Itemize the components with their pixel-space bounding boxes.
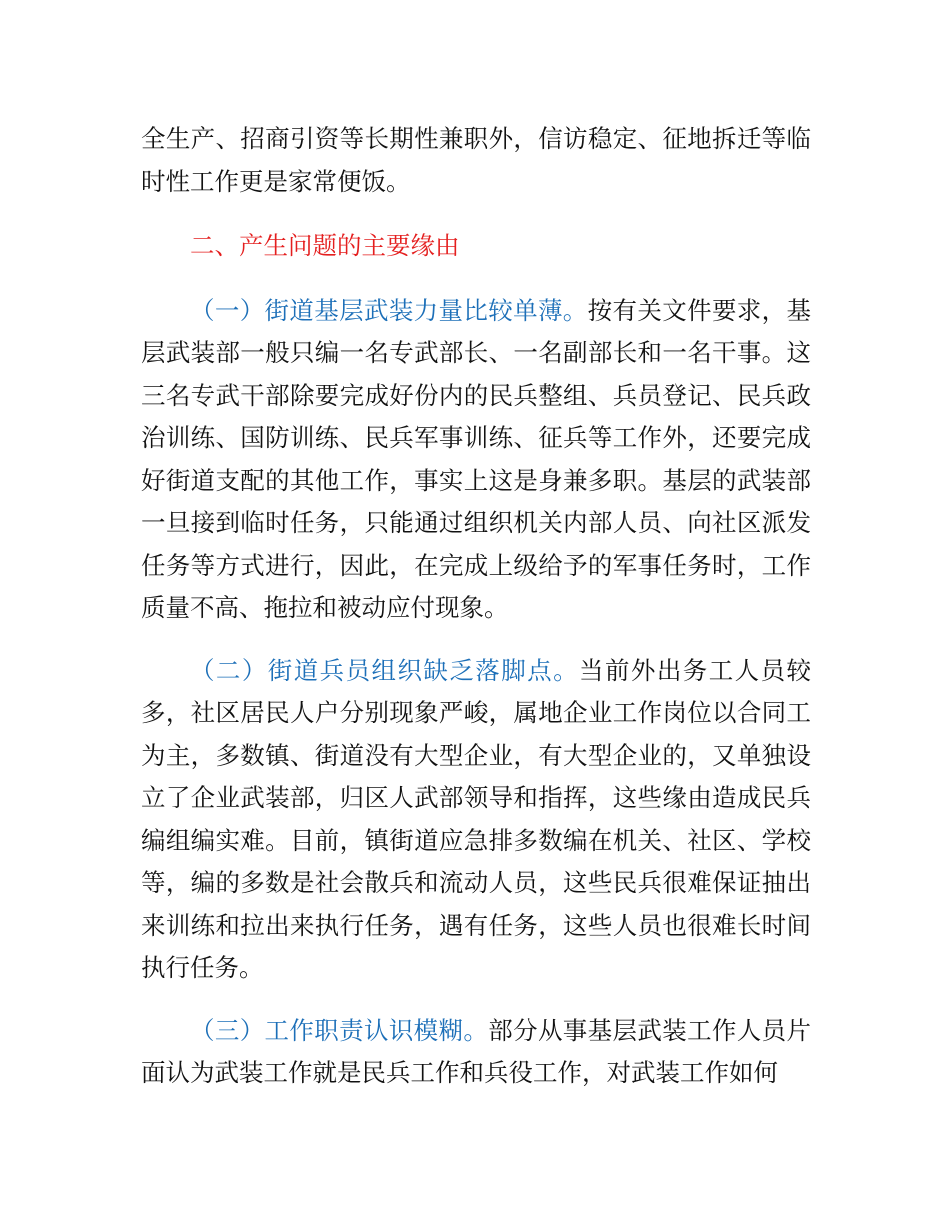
document-body [141, 118, 811, 1095]
section-heading-2 [141, 225, 811, 268]
paragraph-text: 部分从事基层武装工作人员片面认为武装工作就是民兵工作和兵役工作，对武装工作如何 [141, 1015, 811, 1087]
paragraph-text: 全生产、招商引资等长期性兼职外，信访稳定、征地拆迁等临时性工作更是家常便饭。 [141, 124, 811, 196]
subsection-lead-1: （一）街道基层武装力量比较单薄。 [190, 295, 588, 325]
paragraph-text: 当前外出务工人员较多，社区居民人户分别现象严峻，属地企业工作岗位以合同工为主，多数镇、街道没有大型企业，有大型企业的，又单独设立了企业武装部，归区人武部领导和指挥，这些缘由造成民兵编组编实难。目前，镇街道应急排多数编在机关、社区、学校等，编的多数是社会散兵和流动人员，这些民兵很难保证抽出来训练和拉出来执行任务，遇有任务，这些人员也很难长时间执行任务。 [141, 655, 812, 982]
paragraph-section-3 [141, 1010, 811, 1095]
paragraph-continuation [141, 118, 811, 203]
paragraph-section-2 [141, 650, 811, 990]
heading-text: 二、产生问题的主要缘由 [190, 231, 460, 260]
subsection-lead-2: （二）街道兵员组织缺乏落脚点。 [190, 655, 580, 685]
subsection-lead-3: （三）工作职责认识模糊。 [190, 1015, 489, 1045]
paragraph-section-1 [141, 290, 811, 630]
paragraph-text: 按有关文件要求，基层武装部一般只编一名专武部长、一名副部长和一名干事。这三名专武干部除要完成好份内的民兵整组、兵员登记、民兵政治训练、国防训练、民兵军事训练、征兵等工作外，还要完成好街道支配的其他工作，事实上这是身兼多职。基层的武装部一旦接到临时任务，只能通过组织机关内部人员、向社区派发任务等方式进行，因此，在完成上级给予的军事任务时，工作质量不高、拖拉和被动应付现象。 [141, 295, 812, 622]
